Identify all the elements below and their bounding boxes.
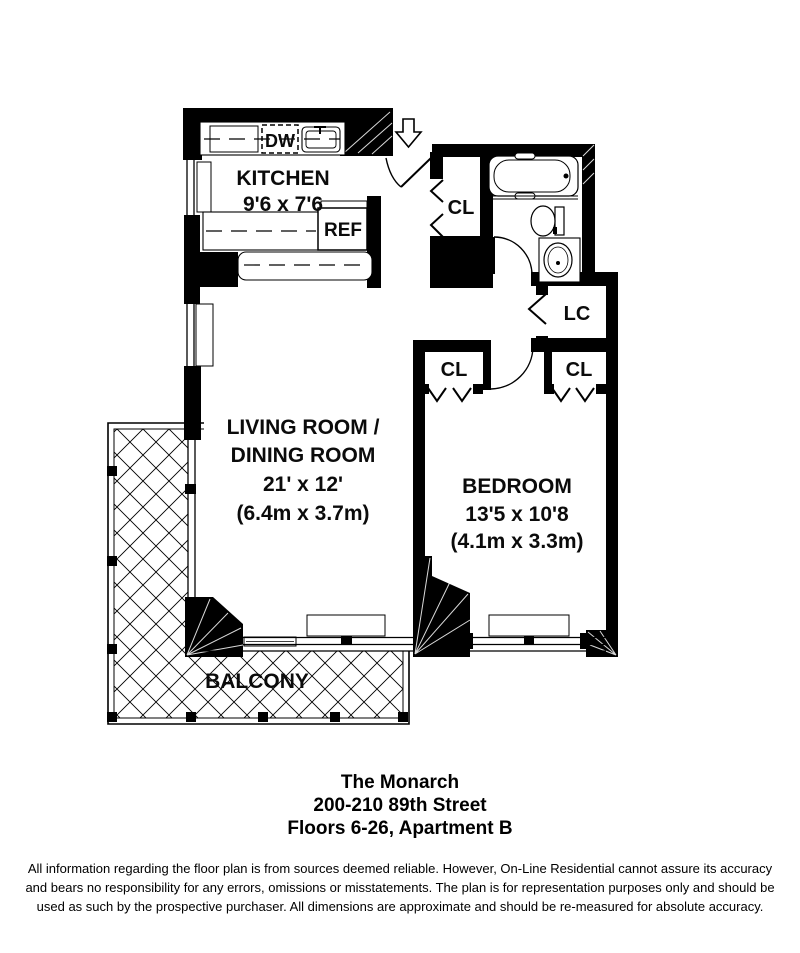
- entry-arrow-icon: [396, 119, 421, 147]
- bedroom-closet-right-label: CL: [565, 359, 593, 381]
- unit-info: Floors 6-26, Apartment B: [287, 818, 513, 839]
- bedroom-closet-left-label: CL: [440, 359, 468, 381]
- living-bedroom-dividing-wall: [413, 340, 425, 568]
- disclaimer-line1: All information regarding the floor plan is from sources deemed reliable. However, On-Line Residential cannot assure its accuracy: [27, 861, 773, 876]
- kitchen-island-counter: [238, 252, 372, 280]
- kitchen-dims: 9'6 x 7'6: [242, 193, 324, 216]
- living-room-label-line1: LIVING ROOM /: [226, 416, 380, 439]
- linen-closet-label: LC: [563, 303, 591, 325]
- disclaimer: [0, 859, 800, 916]
- bathroom-right-wall: [582, 144, 595, 286]
- bottom-center-pier: [413, 556, 470, 657]
- bathroom-fixtures: [489, 153, 580, 282]
- kitchen-label: KITCHEN: [236, 167, 330, 190]
- bedroom-door-arc: [491, 347, 533, 389]
- bedroom-closet-left-doors: [428, 388, 471, 401]
- bedroom-dims-metric: (4.1m x 3.3m): [450, 530, 584, 553]
- entry-door-leaf: [401, 158, 431, 187]
- right-wall: [606, 272, 618, 657]
- living-room-dims-imperial: 21' x 12': [262, 473, 344, 496]
- living-room-dims-metric: (6.4m x 3.7m): [236, 502, 370, 525]
- entry-closet-label: CL: [447, 197, 475, 219]
- building-address: 200-210 89th Street: [313, 795, 487, 816]
- bedroom-label: BEDROOM: [462, 475, 572, 498]
- title-block: [0, 771, 800, 840]
- top-right-wall: [432, 144, 595, 157]
- bedroom-closet-right-doors: [552, 388, 594, 401]
- entry-closet-doors: [431, 180, 443, 237]
- dishwasher-label: DW: [265, 131, 295, 151]
- linen-closet-door: [529, 294, 546, 324]
- toilet-bowl: [531, 206, 555, 236]
- living-room-label-line2: DINING ROOM: [230, 444, 376, 467]
- entry-door-arc: [386, 158, 401, 187]
- bedroom-dims-imperial: 13'5 x 10'8: [465, 503, 569, 526]
- disclaimer-line2: and bears no responsibility for any errors, omissions or misstatements. The plan is for representation purposes only and should be: [25, 880, 775, 895]
- balcony-hatch-left: [114, 429, 188, 718]
- balcony-window-wall: [188, 440, 195, 597]
- refrigerator-label: REF: [324, 220, 362, 241]
- balcony-label: BALCONY: [205, 670, 309, 693]
- building-name: The Monarch: [340, 772, 460, 793]
- disclaimer-line3: used as such by the prospective purchaser. All dimensions are approximate and should be re-measured for absolute accuracy.: [36, 899, 764, 914]
- bathtub-drain-icon: [564, 174, 569, 179]
- bathroom-door-arc: [494, 237, 532, 275]
